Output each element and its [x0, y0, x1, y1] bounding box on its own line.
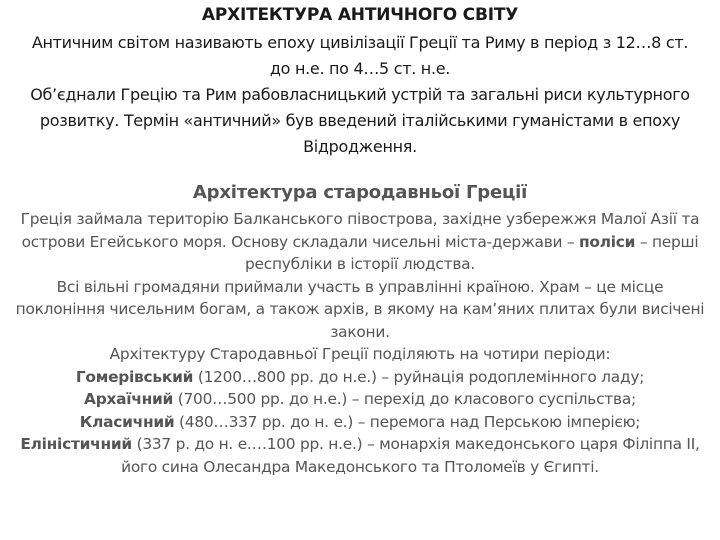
- paragraph-geography-end: – перші республіки в історії людства.: [245, 232, 699, 273]
- intro-paragraph-1: Античним світом називають епоху цивілізації Греції та Риму в період з 12…8 ст. до н.е. по 4…5 ст. н.е.: [31, 33, 689, 78]
- period-classical: [12, 411, 708, 434]
- period-name: Еліністичний: [20, 435, 132, 453]
- period-description: (1200…800 рр. до н.е.) – руйнація родоплемінного ладу;: [193, 367, 645, 386]
- intro-paragraph-2: Об’єднали Грецію та Рим рабовласницький устрій та загальні риси культурного розвитку. Термін «античний» був введений італійськими гуманістами в епоху Відродження.: [30, 85, 690, 156]
- period-archaic: [12, 388, 708, 411]
- period-name: Гомерівський: [75, 367, 194, 386]
- polis-term: поліси: [579, 232, 636, 251]
- intro-text: [26, 30, 694, 160]
- period-name: Архаїчний: [84, 390, 174, 408]
- period-description: (480…337 рр. до н. е.) – перемога над Перською імперією;: [174, 412, 641, 431]
- period-homeric: [12, 366, 708, 389]
- period-name: Класичний: [79, 412, 175, 431]
- paragraph-geography-start: Греція займала територію Балканського півострова, західне узбережжя Малої Азії та острови Егейського моря. Основу складали чисельні міста-держави –: [20, 210, 700, 251]
- section-body: [12, 208, 708, 478]
- period-description: (337 р. до н. е.…100 рр. н.е.) – монархія македонського царя Філіппа ІІ, його сина Олесандра Македонського та Птоломеїв у Єгипті.: [121, 435, 700, 476]
- paragraph-citizens: Всі вільні громадяни приймали участь в управлінні країною. Храм – це місце поклоніння чисельним богам, а також архів, в якому на кам’яних плитах були висічені закони.: [15, 277, 705, 341]
- section-title: Архітектура стародавньої Греції: [192, 182, 528, 203]
- paragraph-geography: [12, 208, 708, 276]
- page-title: АРХІТЕКТУРА АНТИЧНОГО СВІТУ: [201, 5, 519, 25]
- paragraph-periods-intro: Архітектуру Стародавньої Греції поділяють на чотири періоди:: [109, 345, 611, 363]
- period-description: (700…500 рр. до н.е.) – перехід до класового суспільства;: [173, 390, 636, 408]
- period-hellenistic: [12, 433, 708, 478]
